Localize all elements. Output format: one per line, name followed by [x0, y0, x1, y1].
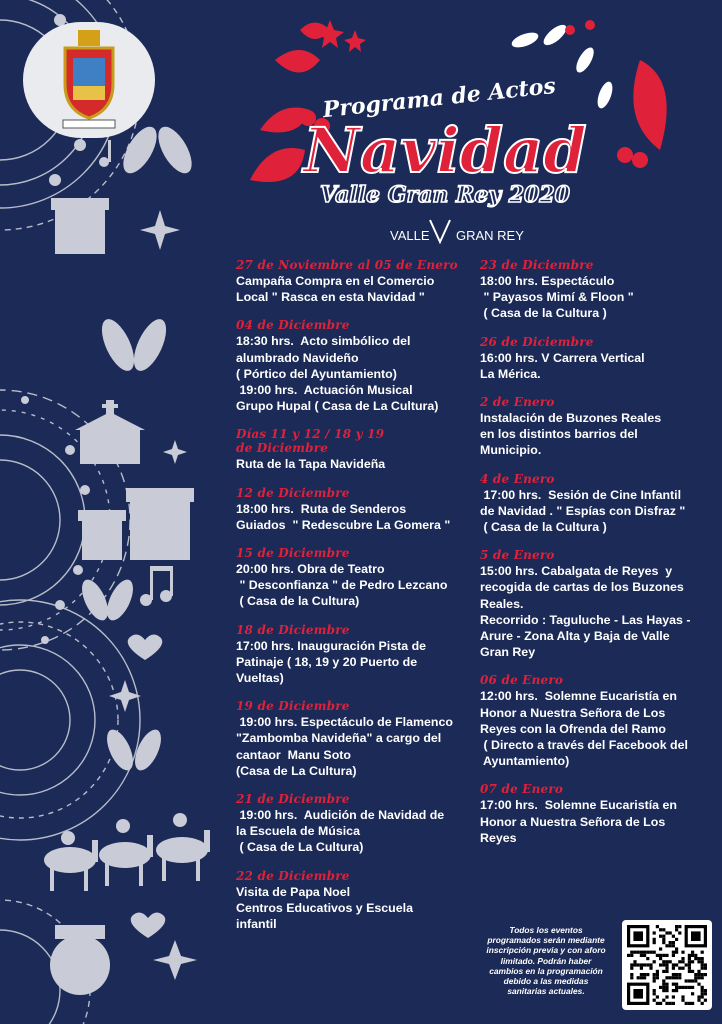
event-description	[236, 333, 468, 414]
footer-note-line: debido a las medidas	[503, 976, 589, 987]
event-item	[480, 335, 712, 382]
event-line: Ruta de la Tapa Navideña	[236, 457, 386, 472]
event-item	[236, 318, 468, 414]
footer-note-line: sanitarias actuales.	[507, 986, 585, 997]
event-description	[236, 638, 468, 687]
event-line: de Navidad . " Espías con Disfraz "	[480, 503, 686, 518]
event-line: " Payasos Mimí & Floon "	[480, 290, 634, 305]
event-description	[236, 501, 468, 533]
event-line: 18:00 hrs. Espectáculo	[480, 274, 615, 288]
event-description	[236, 561, 468, 610]
event-item	[236, 258, 468, 305]
holly-icon	[77, 576, 139, 624]
event-line: Grupo Hupal ( Casa de La Cultura)	[236, 399, 439, 414]
holly-icon	[95, 315, 172, 376]
gift-icon	[78, 510, 126, 560]
event-line: 18:00 hrs. Ruta de Senderos	[236, 501, 407, 516]
music-note-icon	[140, 566, 173, 606]
event-line: Vueltas)	[236, 671, 284, 686]
event-line: 15:00 hrs. Cabalgata de Reyes y	[480, 564, 673, 579]
event-item	[236, 792, 468, 856]
event-description	[480, 350, 712, 382]
event-line: Municipio.	[480, 443, 542, 458]
event-description	[236, 714, 468, 779]
event-line: 18:30 hrs. Acto simbólico del	[236, 334, 411, 349]
camel-icon	[99, 819, 153, 886]
footer-note-line: limitado. Podrán haber	[500, 955, 592, 966]
event-line: 12:00 hrs. Solemne Eucaristía en	[480, 689, 677, 704]
coat-of-arms-badge	[23, 22, 155, 138]
event-item	[236, 546, 468, 610]
event-description	[480, 410, 712, 459]
event-item	[480, 395, 712, 459]
event-line: "Zambomba Navideña" a cargo del	[236, 731, 442, 746]
event-line: alumbrado Navideño	[236, 350, 359, 365]
event-line: Centros Educativos y Escuela	[236, 900, 413, 915]
events-column-left	[236, 258, 468, 945]
footer-note-line: inscripción previa y con aforo	[486, 945, 606, 956]
events-column-right	[480, 258, 712, 859]
event-line: Guiados " Redescubre La Gomera "	[236, 517, 451, 532]
event-line: 17:00 hrs. Inauguración Pista de	[236, 638, 427, 653]
event-line: Honor a Nuestra Señora de Los	[480, 814, 666, 829]
church-icon	[75, 400, 145, 464]
footer-note-line: Todos los eventos	[509, 925, 583, 935]
event-description	[236, 273, 468, 305]
logo-text-right: GRAN REY	[456, 228, 524, 243]
event-date: 07 de Enero	[480, 782, 564, 797]
event-description	[480, 797, 712, 846]
event-line: Arure - Zona Alta y Baja de Valle	[480, 629, 670, 644]
place-year-text: Valle Gran Rey 2020	[320, 182, 570, 208]
event-date: 15 de Diciembre	[236, 546, 350, 561]
event-line: Recorrido : Taguluche - Las Hayas -	[480, 612, 691, 627]
event-line: 17:00 hrs. Solemne Eucaristía en	[480, 798, 677, 813]
event-line: ( Casa de La Cultura)	[236, 840, 364, 855]
qr-code-icon	[622, 920, 712, 1010]
event-line: ( Casa de la Cultura )	[480, 520, 607, 535]
santa-icon	[50, 925, 110, 995]
event-line: 16:00 hrs. V Carrera Vertical	[480, 350, 645, 365]
holly-icon	[102, 726, 167, 774]
event-line: 19:00 hrs. Espectáculo de Flamenco	[236, 715, 453, 730]
event-description	[236, 884, 468, 933]
event-item	[236, 623, 468, 687]
title-text: Navidad	[303, 114, 587, 187]
event-date: Días 11 y 12 / 18 y 19 de Diciembre	[236, 427, 385, 456]
qr-code[interactable]	[622, 920, 712, 1010]
event-date: 27 de Noviembre al 05 de Enero	[236, 258, 458, 272]
event-line: Instalación de Buzones Reales	[480, 411, 662, 426]
event-line: (Casa de La Cultura)	[236, 763, 357, 778]
event-date: 26 de Diciembre	[480, 334, 594, 349]
decorative-side-panel	[0, 0, 230, 1024]
event-date: 04 de Diciembre	[236, 318, 350, 333]
event-line: 19:00 hrs. Audición de Navidad de	[236, 808, 445, 823]
event-date: 21 de Diciembre	[236, 792, 350, 807]
camel-icon	[44, 831, 98, 891]
event-line: 19:00 hrs. Actuación Musical	[236, 383, 413, 398]
event-description	[480, 688, 712, 769]
event-date: 4 de Enero	[480, 471, 555, 486]
event-line: Visita de Papa Noel	[236, 884, 351, 899]
event-line: Ayuntamiento)	[480, 754, 570, 769]
event-description	[236, 456, 468, 472]
event-date: 2 de Enero	[480, 395, 555, 410]
event-item	[480, 673, 712, 769]
event-item	[236, 699, 468, 779]
event-line: Gran Rey	[480, 645, 536, 660]
event-line: Honor a Nuestra Señora de Los	[480, 705, 666, 720]
event-line: recogida de cartas de los Buzones	[480, 580, 684, 595]
event-description	[480, 563, 712, 660]
event-line: infantil	[236, 917, 277, 932]
event-line: 17:00 hrs. Sesión de Cine Infantil	[480, 487, 682, 502]
event-description	[480, 273, 712, 322]
event-description	[480, 487, 712, 536]
event-line: Local " Rasca en esta Navidad "	[236, 290, 425, 305]
event-date: 22 de Diciembre	[236, 868, 350, 883]
event-line: la Escuela de Música	[236, 824, 360, 839]
event-line: Reales.	[480, 596, 524, 611]
event-line: ( Casa de la Cultura)	[236, 594, 360, 609]
event-date: 06 de Enero	[480, 673, 564, 688]
event-item	[480, 472, 712, 536]
event-date: 18 de Diciembre	[236, 622, 350, 637]
event-line: La Mérica.	[480, 366, 541, 381]
event-line: Reyes con la Ofrenda del Ramo	[480, 721, 666, 736]
event-date: 5 de Enero	[480, 548, 555, 563]
coat-of-arms-icon	[23, 22, 155, 138]
event-item	[480, 782, 712, 846]
event-line: ( Directo a través del Facebook del	[480, 738, 688, 753]
event-date: 19 de Diciembre	[236, 699, 350, 714]
subtitle-text: Programa de Actos	[321, 72, 557, 124]
header-decoration	[230, 0, 722, 260]
event-description	[236, 807, 468, 856]
gift-icon	[51, 198, 109, 254]
event-line: ( Pórtico del Ayuntamiento)	[236, 366, 397, 381]
logo-text-left: VALLE	[390, 228, 430, 243]
footer-note-line: cambios en la programación	[489, 965, 603, 976]
event-item	[236, 486, 468, 533]
event-date: 23 de Diciembre	[480, 258, 594, 272]
event-line: Patinaje ( 18, 19 y 20 Puerto de	[236, 654, 418, 669]
event-item	[236, 427, 468, 472]
mandala-bottom-icon	[0, 600, 140, 840]
footer-note-line: programados serán mediante	[487, 935, 605, 946]
valle-gran-rey-logo	[390, 220, 524, 243]
event-line: Campaña Compra en el Comercio	[236, 274, 435, 288]
header	[230, 0, 722, 260]
footer-note	[478, 925, 614, 996]
gift-icon	[126, 488, 194, 560]
event-line: en los distintos barrios del	[480, 427, 638, 442]
event-line: 20:00 hrs. Obra de Teatro	[236, 562, 385, 577]
logo-mark-icon	[430, 220, 450, 242]
event-item	[480, 258, 712, 322]
camel-icon	[156, 813, 210, 881]
event-line: cantaor Manu Soto	[236, 747, 351, 762]
event-date: 12 de Diciembre	[236, 485, 350, 500]
event-item	[236, 869, 468, 933]
event-line: " Desconfianza " de Pedro Lezcano	[236, 578, 448, 593]
event-item	[480, 548, 712, 660]
event-line: ( Casa de la Cultura )	[480, 306, 607, 321]
event-line: Reyes	[480, 830, 517, 845]
